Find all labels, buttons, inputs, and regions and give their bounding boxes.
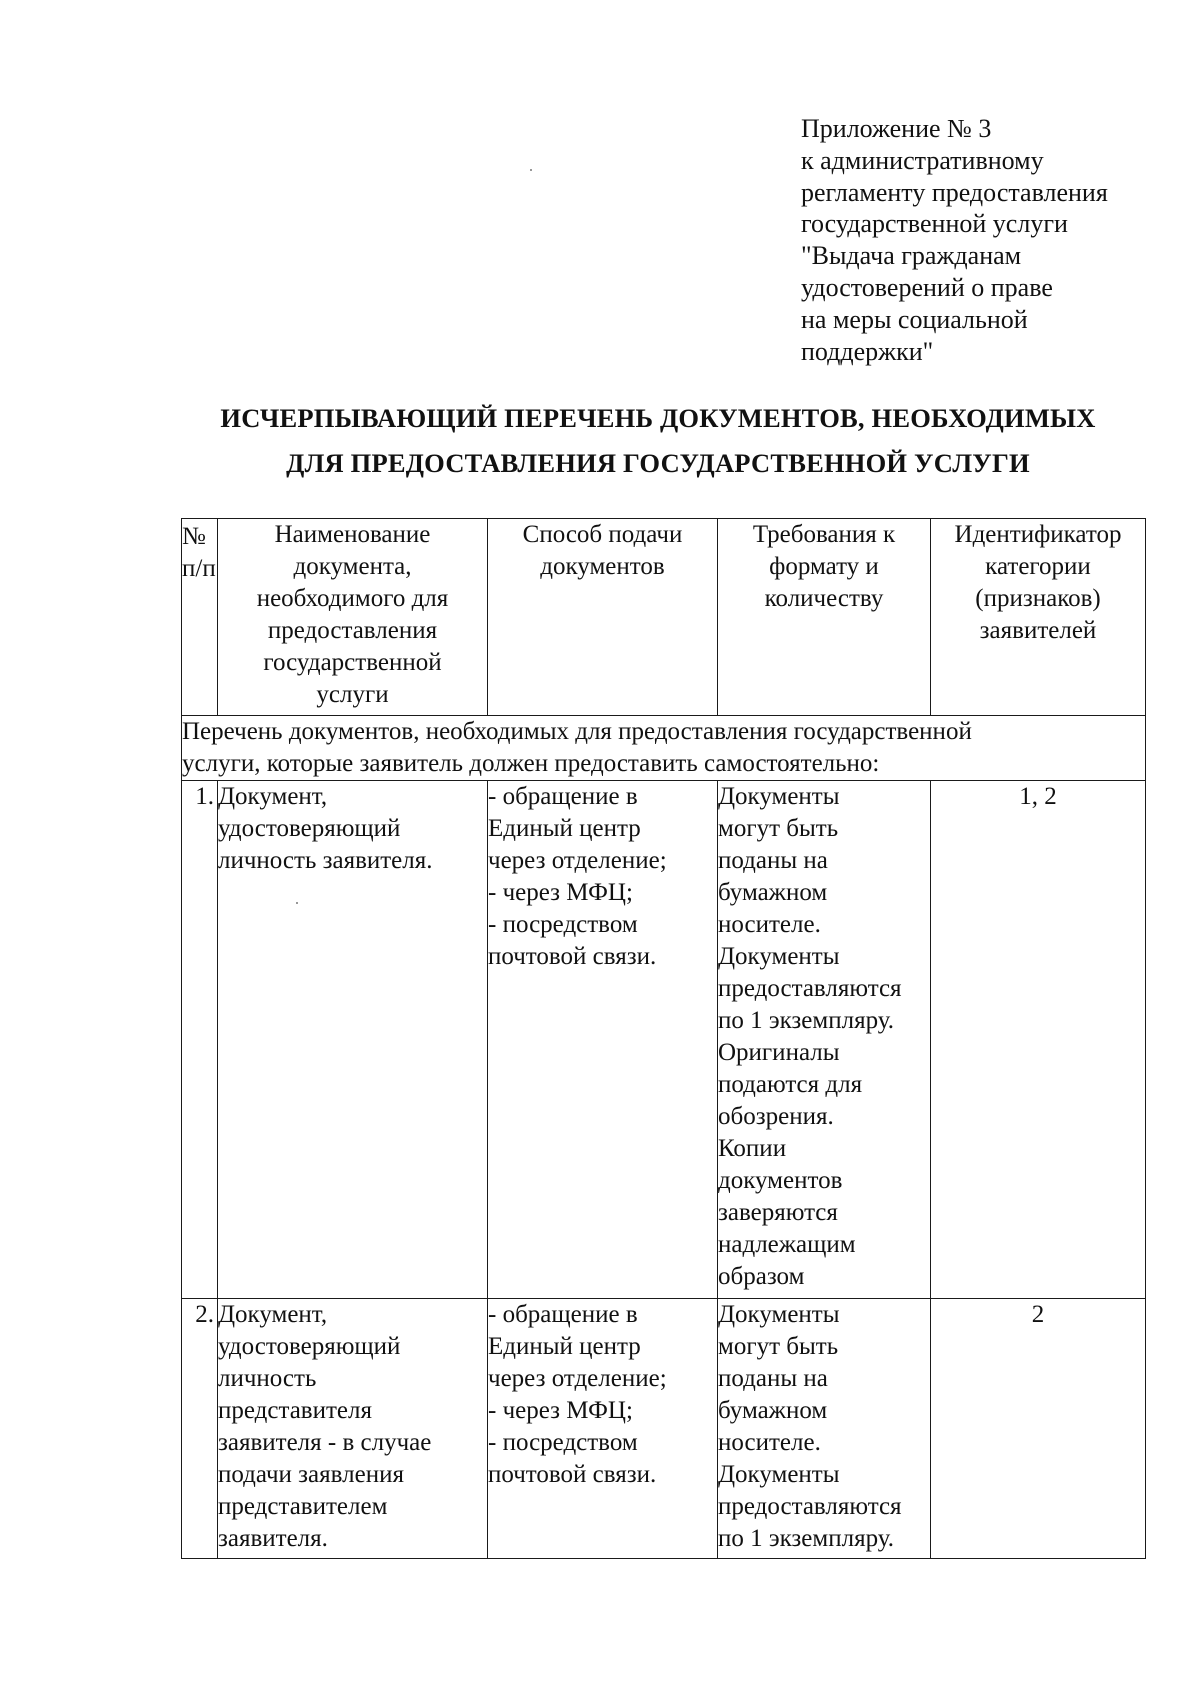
scan-speck xyxy=(296,902,298,904)
cell-line: личность заявителя. xyxy=(218,847,433,874)
header-number xyxy=(182,519,218,716)
table-header-row xyxy=(182,519,1146,716)
cell-line: представителем xyxy=(218,1493,388,1520)
cell-line: предоставляются xyxy=(718,975,902,1002)
header-requirements-line: Требования к xyxy=(752,521,896,548)
table-row xyxy=(182,1299,1146,1559)
header-method-line: документов xyxy=(540,553,665,580)
cell-line: почтовой связи. xyxy=(488,1461,657,1488)
section-row xyxy=(182,716,1146,781)
header-requirements xyxy=(718,519,931,716)
cell-line: Документы xyxy=(718,943,840,970)
cell-line: документов xyxy=(718,1167,843,1194)
cell-line: по 1 экземпляру. xyxy=(718,1525,894,1552)
cell-line: предоставляются xyxy=(718,1493,902,1520)
header-category-line: Идентификатор xyxy=(954,521,1122,548)
cell-line: Документ, xyxy=(218,783,328,810)
cell-line: поданы на xyxy=(718,847,828,874)
cell-line: через отделение; xyxy=(488,847,667,874)
header-requirements-line: количеству xyxy=(764,585,884,612)
cell-line: - посредством xyxy=(488,911,638,938)
cell-line: носителе. xyxy=(718,911,821,938)
cell-line: почтовой связи. xyxy=(488,943,657,970)
cell-line: - через МФЦ; xyxy=(488,1397,633,1424)
header-name-line: предоставления xyxy=(267,617,438,644)
appendix-line: поддержки" xyxy=(801,336,934,366)
document-title xyxy=(100,396,1200,486)
cell-line: заявителя - в случае xyxy=(218,1429,432,1456)
cell-line: подачи заявления xyxy=(218,1461,404,1488)
row-requirements xyxy=(718,781,931,1299)
header-name-line: государственной xyxy=(263,649,442,676)
table-row xyxy=(182,781,1146,1299)
cell-line: - обращение в xyxy=(488,783,638,810)
cell-line: представителя xyxy=(218,1397,372,1424)
scan-speck xyxy=(530,169,532,171)
cell-line: Документы xyxy=(718,1461,840,1488)
appendix-line: "Выдача гражданам xyxy=(801,241,1022,271)
row-category-id: 1, 2 xyxy=(931,781,1146,1299)
row-document-name xyxy=(218,781,488,1299)
cell-line: Документы xyxy=(718,783,840,810)
cell-line: обозрения. xyxy=(718,1103,834,1130)
header-name-line: услуги xyxy=(316,681,389,708)
header-requirements-line: формату и xyxy=(769,553,879,580)
cell-line: по 1 экземпляру. xyxy=(718,1007,894,1034)
cell-line: Копии xyxy=(718,1135,787,1162)
cell-line: Единый центр xyxy=(488,815,641,842)
row-number: 1. xyxy=(182,781,218,1299)
row-document-name xyxy=(218,1299,488,1559)
cell-line: - посредством xyxy=(488,1429,638,1456)
header-name-line: Наименование xyxy=(274,521,431,548)
cell-line: Оригиналы xyxy=(718,1039,840,1066)
cell-line: Единый центр xyxy=(488,1333,641,1360)
section-line: услуги, которые заявитель должен предоставить самостоятельно: xyxy=(182,750,880,777)
cell-line: удостоверяющий xyxy=(218,815,401,842)
cell-line: заявителя. xyxy=(218,1525,328,1552)
header-document-name xyxy=(218,519,488,716)
cell-line: носителе. xyxy=(718,1429,821,1456)
cell-line: Документы xyxy=(718,1301,840,1328)
cell-line: могут быть xyxy=(718,1333,839,1360)
appendix-line: к административному xyxy=(801,145,1044,175)
row-requirements xyxy=(718,1299,931,1559)
header-submission-method xyxy=(488,519,718,716)
cell-line: заверяются xyxy=(718,1199,838,1226)
cell-line: подаются для xyxy=(718,1071,863,1098)
cell-line: через отделение; xyxy=(488,1365,667,1392)
cell-line: бумажном xyxy=(718,1397,828,1424)
header-category-line: заявителей xyxy=(979,617,1097,644)
cell-line: Документ, xyxy=(218,1301,328,1328)
header-name-line: документа, xyxy=(293,553,412,580)
row-submission-method xyxy=(488,1299,718,1559)
appendix-block xyxy=(801,113,1181,367)
appendix-line: регламенту предоставления xyxy=(801,177,1108,207)
row-number: 2. xyxy=(182,1299,218,1559)
appendix-line: Приложение № 3 xyxy=(801,114,992,143)
header-category-line: категории xyxy=(985,553,1091,580)
section-heading xyxy=(182,716,1146,781)
cell-line: надлежащим xyxy=(718,1231,856,1258)
cell-line: личность xyxy=(218,1365,317,1392)
row-category-id: 2 xyxy=(931,1299,1146,1559)
title-line-1: ИСЧЕРПЫВАЮЩИЙ ПЕРЕЧЕНЬ ДОКУМЕНТОВ, НЕОБХОДИМЫХ xyxy=(220,403,1096,433)
documents-table xyxy=(181,518,1146,1559)
cell-line: - через МФЦ; xyxy=(488,879,633,906)
appendix-line: государственной услуги xyxy=(801,209,1068,239)
cell-line: образом xyxy=(718,1263,805,1290)
header-name-line: необходимого для xyxy=(256,585,449,612)
cell-line: удостоверяющий xyxy=(218,1333,401,1360)
row-submission-method xyxy=(488,781,718,1299)
header-number-line: п/п xyxy=(182,555,216,582)
appendix-line: удостоверений о праве xyxy=(801,272,1053,302)
header-number-line: № xyxy=(182,523,206,550)
cell-line: поданы на xyxy=(718,1365,828,1392)
cell-line: могут быть xyxy=(718,815,839,842)
header-category-id xyxy=(931,519,1146,716)
section-line: Перечень документов, необходимых для предоставления государственной xyxy=(182,718,972,745)
cell-line: - обращение в xyxy=(488,1301,638,1328)
appendix-line: на меры социальной xyxy=(801,304,1028,334)
cell-line: бумажном xyxy=(718,879,828,906)
header-category-line: (признаков) xyxy=(975,585,1101,612)
title-line-2: ДЛЯ ПРЕДОСТАВЛЕНИЯ ГОСУДАРСТВЕННОЙ УСЛУГИ xyxy=(286,448,1030,478)
header-method-line: Способ подачи xyxy=(522,521,683,548)
